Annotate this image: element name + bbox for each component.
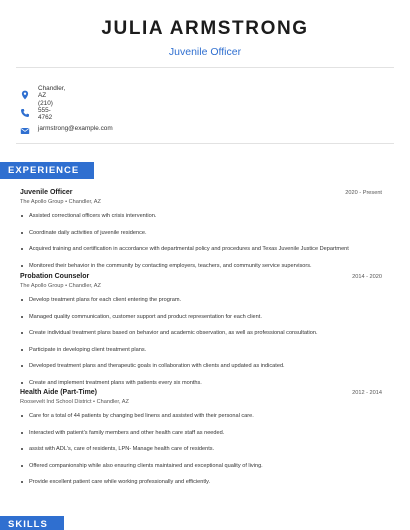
phone-icon [20, 105, 30, 115]
candidate-name: JULIA ARMSTRONG [101, 18, 309, 39]
experience-dates: 2012 - 2014 [352, 390, 382, 396]
bullet-item: Managed quality communication, customer support and product representation for each client. [20, 313, 382, 321]
experience-org: The Apollo Group • Chandler, AZ [20, 199, 101, 205]
bullet-item: Create and implement treatment plans with patients every six months. [20, 379, 382, 387]
experience-item [20, 389, 382, 495]
bullet-item: Provide excellent patient care while working professionally and efficiently. [20, 478, 382, 486]
bullet-item: Assisted correctional officers wih crisis intervention. [20, 212, 382, 220]
bullet-item: Acquired training and certification in accordance with departmental policy and procedures and Texas Juvenile Justice Department [20, 245, 382, 253]
bullet-item: Participate in developing client treatment plans. [20, 346, 382, 354]
contact-email[interactable] [20, 119, 113, 137]
experience-title: Health Aide (Part-Time) [20, 389, 98, 396]
resume-header [0, 18, 410, 59]
bullet-item: Create individual treatment plans based on behavior and academic observation, as well as professional consultation. [20, 329, 382, 337]
experience-dates: 2014 - 2020 [352, 274, 382, 280]
contact-location [20, 83, 65, 101]
bullet-item: Offered companionship while also ensuring clients maintained and exceptional quality of living. [20, 462, 382, 470]
map-pin-icon [20, 87, 30, 97]
experience-bullets [20, 296, 382, 387]
experience-bullets [20, 212, 382, 270]
experience-item [20, 189, 382, 278]
bullet-item: Coordinate daily activities of juvenile residence. [20, 229, 382, 237]
bullet-item: assist with ADL's, care of residents, LPN- Manage health care of residents. [20, 445, 382, 453]
contact-phone [20, 101, 53, 119]
bullet-item: Interacted with patient's family members and other health care staff as needed. [20, 429, 382, 437]
divider-bottom [16, 143, 394, 144]
skills-section-header: SKILLS [0, 516, 64, 530]
divider-top [16, 67, 394, 68]
envelope-icon [20, 123, 30, 133]
experience-org: The Apollo Group • Chandler, AZ [20, 283, 101, 289]
experience-item [20, 273, 382, 395]
bullet-item: Developed treatment plans and therapeutic goals in collaboration with clients and updated as indicated. [20, 362, 382, 370]
bullet-item: Develop treatment plans for each client entering the program. [20, 296, 382, 304]
job-title-heading: Juvenile Officer [168, 46, 242, 58]
experience-dates: 2020 - Present [345, 190, 382, 196]
bullet-item: Monitored their behavior in the community by contacting employers, teachers, and community service supervisors. [20, 262, 382, 270]
experience-bullets [20, 412, 382, 486]
experience-title: Probation Counselor [20, 273, 90, 280]
location-text: Chandler, AZ [38, 85, 66, 99]
email-text[interactable]: jarmstrong@example.com [38, 124, 113, 132]
experience-title: Juvenile Officer [20, 189, 73, 196]
experience-section-header: EXPERIENCE [0, 162, 94, 179]
bullet-item: Care for a total of 44 patients by changing bed linens and assisted with their personal care. [20, 412, 382, 420]
experience-org: Roosevelt Ind School District • Chandler, AZ [20, 399, 129, 405]
phone-text: (210) 555-4762 [38, 99, 53, 121]
